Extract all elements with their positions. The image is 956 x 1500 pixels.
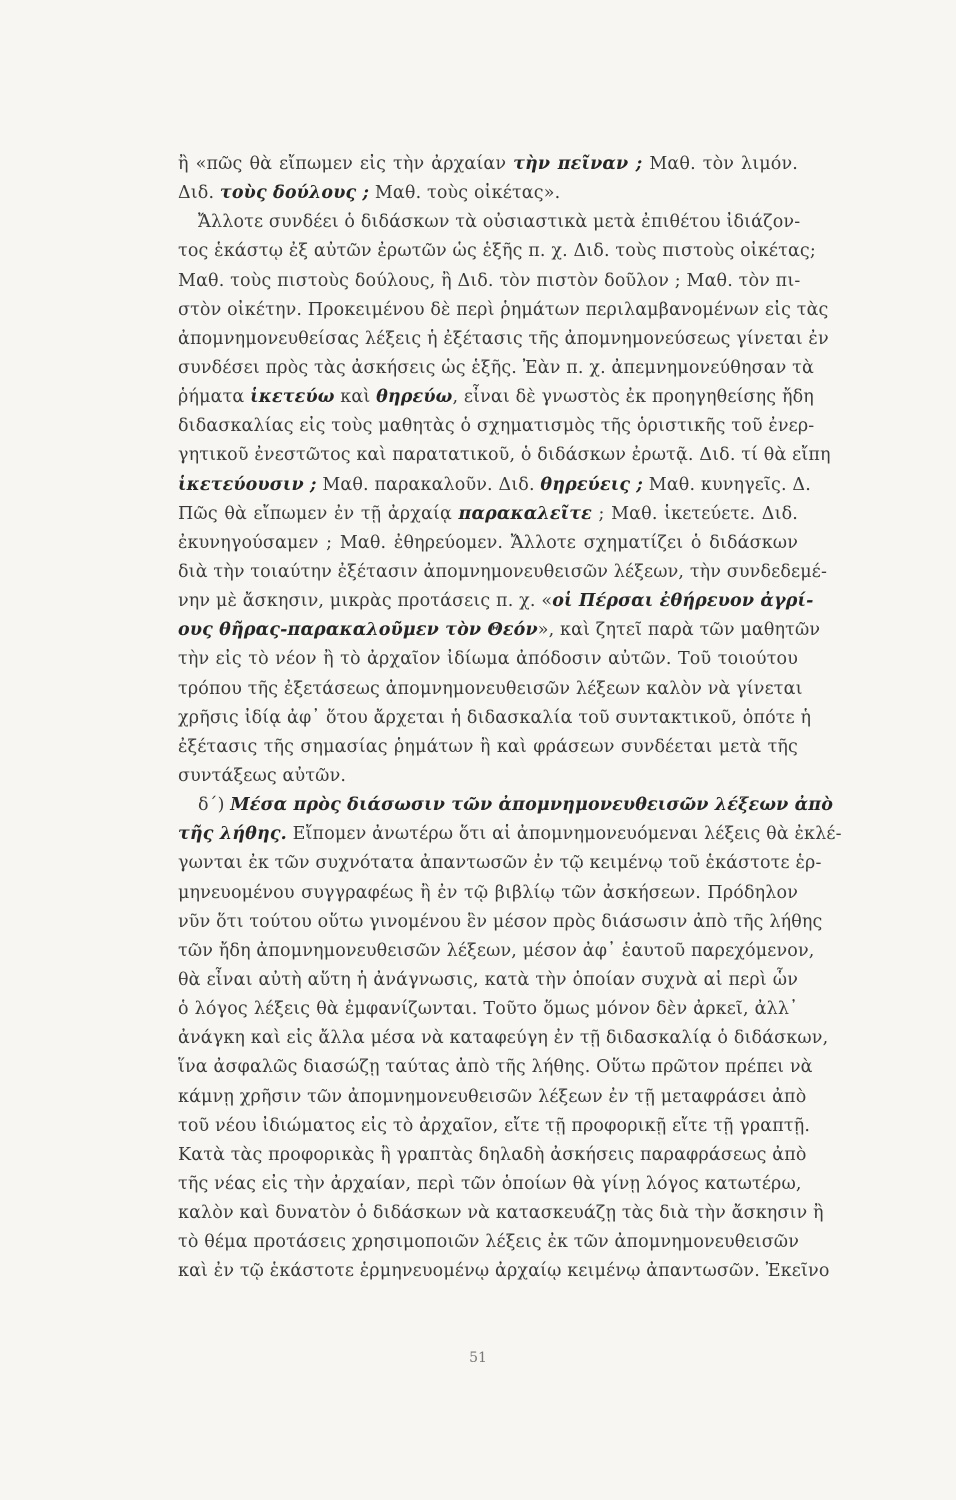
- text-line: [178, 820, 842, 849]
- text-line: [178, 1257, 830, 1286]
- text-line: [178, 762, 798, 791]
- text-segment: τῆς νέας εἰς τὴν ἀρχαίαν, περὶ τῶν ὁποίων θὰ γίνῃ λόγος κατωτέρω,: [178, 1173, 802, 1194]
- text-segment: τὴν εἰς τὸ νέον ἢ τὸ ἀρχαῖον ἰδίωμα ἀπόδοσιν αὐτῶν. Τοῦ τοιούτου: [178, 649, 798, 670]
- text-segment: τος ἑκάστῳ ἐξ αὐτῶν ἐρωτῶν ὡς ἑξῆς π. χ. Διδ. τοὺς πιστοὺς οἰκέτας;: [178, 241, 816, 262]
- text-line: [178, 704, 812, 733]
- text-segment: καὶ: [334, 387, 377, 408]
- text-segment: μηνευομένου συγγραφέως ἢ ἐν τῷ βιβλίῳ τῶν ἀσκήσεων. Πρόδηλον: [178, 882, 798, 903]
- text-segment: ῥήματα: [178, 387, 251, 408]
- text-segment: ; Μαθ. ἱκετεύετε. Διδ.: [591, 503, 798, 524]
- text-segment: καλὸν καὶ δυνατὸν ὁ διδάσκων νὰ κατασκευάζῃ τὰς διὰ τὴν ἄσκησιν ἢ: [178, 1203, 824, 1224]
- emphasized-text: τὴν πεῖναν ;: [513, 154, 643, 174]
- emphasized-text: παρακαλεῖτε: [458, 503, 592, 524]
- text-segment: Εἴπομεν ἀνωτέρω ὅτι αἱ ἀπομνημονευόμεναι λέξεις θὰ ἐκλέ-: [286, 824, 842, 845]
- text-line: [178, 383, 814, 412]
- text-line: [178, 296, 829, 325]
- text-segment: Ἄλλοτε συνδέει ὁ διδάσκων τὰ οὐσιαστικὰ μετὰ ἐπιθέτου ἰδιάζον-: [198, 212, 801, 233]
- text-segment: συνδέσει πρὸς τὰς ἀσκήσεις ὡς ἑξῆς. Ἐὰν π. χ. ἀπεμνημονεύθησαν τὰ: [178, 357, 814, 378]
- text-segment: », καὶ ζητεῖ παρὰ τῶν μαθητῶν: [537, 620, 821, 641]
- text-segment: ἢ «πῶς θὰ εἴπωμεν εἰς τὴν ἀρχαίαν: [178, 154, 514, 174]
- text-segment: τρόπου τῆς ἐξετάσεως ἀπομνημονευθεισῶν λέξεων καλὸν νὰ γίνεται: [178, 678, 803, 699]
- emphasized-text: ους θῆρας-παρακαλοῦμεν τὸν Θεόν: [178, 620, 538, 641]
- text-segment: τὸ θέμα προτάσεις χρησιμοποιῶν λέξεις ἐκ τῶν ἀπομνημονευθεισῶν: [178, 1232, 800, 1253]
- text-segment: Μαθ. τοὺς πιστοὺς δούλους, ἢ Διδ. τὸν πιστὸν δοῦλον ; Μαθ. τὸν πι-: [178, 270, 801, 291]
- text-segment: τοῦ νέου ἰδιώματος εἰς τὸ ἀρχαῖον, εἴτε τῇ προφορικῇ εἴτε τῇ γραπτῇ.: [178, 1115, 811, 1136]
- text-line: [178, 908, 823, 937]
- text-segment: τῶν ἤδη ἀπομνημονευθεισῶν λέξεων, μέσον ἀφ᾿ ἑαυτοῦ παρεχόμενον,: [178, 940, 815, 961]
- text-line: [178, 325, 829, 354]
- text-line: [178, 354, 814, 383]
- text-segment: Κατὰ τὰς προφορικὰς ἢ γραπτὰς δηλαδὴ ἀσκήσεις παραφράσεως ἀπὸ: [178, 1144, 807, 1165]
- text-line: [178, 1083, 807, 1112]
- text-segment: Μαθ. παρακαλοῦν. Διδ.: [316, 474, 541, 495]
- text-segment: ἀπομνημονευθείσας λέξεις ἡ ἐξέτασις τῆς ἀπομνημονεύσεως γίνεται ἐν: [178, 328, 829, 349]
- text-segment: θὰ εἶναι αὐτὴ αὕτη ἡ ἀνάγνωσις, κατὰ τὴν ὁποίαν συχνὰ αἱ περὶ ὧν: [178, 969, 798, 990]
- text-segment: διδασκαλίας εἰς τοὺς μαθητὰς ὁ σχηματισμὸς τῆς ὁριστικῆς τοῦ ἐνερ-: [178, 416, 815, 437]
- text-line: [178, 441, 831, 470]
- emphasized-text: ἱκετεύω: [250, 387, 335, 408]
- text-segment: στὸν οἰκέτην. Προκειμένου δὲ περὶ ῥημάτων περιλαμβανομένων εἰς τὰς: [178, 299, 829, 320]
- text-line: [178, 616, 821, 645]
- text-line: [178, 150, 798, 179]
- text-line: [178, 500, 798, 529]
- text-segment: ὁ λόγος λέξεις θὰ ἐμφανίζωνται. Τοῦτο ὅμως μόνον δὲν ἀρκεῖ, ἀλλ᾿: [178, 999, 798, 1020]
- text-segment: καὶ ἐν τῷ ἑκάστοτε ἑρμηνευομένῳ ἀρχαίῳ κειμένῳ ἀπαντωσῶν. Ἐκεῖνο: [178, 1261, 830, 1282]
- text-line: [178, 208, 801, 237]
- text-segment: Μαθ. κυνηγεῖς. Δ.: [643, 474, 811, 495]
- emphasized-text: θηρεύω: [376, 387, 453, 408]
- text-segment: , εἶναι δὲ γνωστὸς ἐκ προηγηθείσης ἤδη: [452, 387, 814, 408]
- text-line: [178, 879, 798, 908]
- emphasized-text: Μέσα πρὸς διάσωσιν τῶν ἀπομνημονευθεισῶν λέξεων ἀπὸ: [230, 795, 834, 816]
- text-line: [178, 1053, 813, 1082]
- text-line: [178, 966, 798, 995]
- text-line: [178, 995, 798, 1024]
- text-segment: χρῆσις ἰδίᾳ ἀφ᾿ ὅτου ἄρχεται ἡ διδασκαλία τοῦ συντακτικοῦ, ὁπότε ἡ: [178, 707, 812, 728]
- text-segment: Πῶς θὰ εἴπωμεν ἐν τῇ ἀρχαίᾳ: [178, 503, 459, 524]
- text-segment: δ΄): [198, 795, 231, 816]
- text-segment: Διδ.: [178, 183, 220, 204]
- text-line: [178, 1228, 798, 1257]
- text-segment: συντάξεως αὐτῶν.: [178, 765, 347, 786]
- text-line: [178, 791, 834, 820]
- text-line: [178, 412, 815, 441]
- text-segment: γωνται ἐκ τῶν συχνότατα ἀπαντωσῶν ἐν τῷ κειμένῳ τοῦ ἑκάστοτε ἑρ-: [178, 853, 822, 874]
- text-line: [178, 1199, 824, 1228]
- text-segment: Μαθ. τοὺς οἰκέτας».: [369, 183, 561, 204]
- emphasized-text: ἱκετεύουσιν ;: [178, 474, 317, 495]
- text-line: [178, 267, 801, 296]
- text-segment: νην μὲ ἄσκησιν, μικρὰς προτάσεις π. χ. «: [178, 591, 553, 612]
- text-segment: κάμνῃ χρῆσιν τῶν ἀπομνημονευθεισῶν λέξεων ἐν τῇ μεταφράσει ἀπὸ: [178, 1086, 807, 1107]
- text-line: [178, 645, 798, 674]
- body-text: [178, 150, 842, 1286]
- text-line: [178, 558, 828, 587]
- text-line: [178, 733, 798, 762]
- emphasized-text: τῆς λήθης.: [178, 824, 287, 845]
- emphasized-text: τοὺς δούλους ;: [219, 183, 370, 204]
- text-segment: ἵνα ἀσφαλῶς διασώζῃ ταύτας ἀπὸ τῆς λήθης. Οὕτω πρῶτον πρέπει νὰ: [178, 1057, 813, 1078]
- text-line: [178, 937, 815, 966]
- text-line: [178, 471, 811, 500]
- text-line: [178, 587, 814, 616]
- emphasized-text: οἱ Πέρσαι ἐθήρευον ἀγρί-: [552, 591, 814, 612]
- text-line: [178, 849, 822, 878]
- text-segment: ἀνάγκη καὶ εἰς ἄλλα μέσα νὰ καταφεύγη ἐν τῇ διδασκαλίᾳ ὁ διδάσκων,: [178, 1028, 829, 1049]
- text-line: [178, 179, 798, 208]
- text-line: [178, 529, 798, 558]
- text-line: [178, 237, 816, 266]
- text-line: [178, 1141, 807, 1170]
- text-segment: νῦν ὅτι τούτου οὕτω γινομένου ἓν μέσον πρὸς διάσωσιν ἀπὸ τῆς λήθης: [178, 911, 823, 932]
- text-line: [178, 675, 803, 704]
- text-segment: ἐκυνηγούσαμεν ; Μαθ. ἐθηρεύομεν. Ἄλλοτε σχηματίζει ὁ διδάσκων: [178, 532, 798, 553]
- text-segment: Μαθ. τὸν λιμόν.: [642, 154, 798, 174]
- text-segment: γητικοῦ ἐνεστῶτος καὶ παρατατικοῦ, ὁ διδάσκων ἐρωτᾷ. Διδ. τί θὰ εἴπη: [178, 445, 831, 466]
- text-segment: ἐξέτασις τῆς σημασίας ῥημάτων ἢ καὶ φράσεων συνδέεται μετὰ τῆς: [178, 736, 798, 757]
- text-line: [178, 1170, 802, 1199]
- text-segment: διὰ τὴν τοιαύτην ἐξέτασιν ἀπομνημονευθεισῶν λέξεων, τὴν συνδεδεμέ-: [178, 561, 828, 582]
- text-line: [178, 1024, 829, 1053]
- emphasized-text: θηρεύεις ;: [540, 474, 644, 495]
- text-line: [178, 1112, 811, 1141]
- page-number: 51: [469, 1350, 487, 1366]
